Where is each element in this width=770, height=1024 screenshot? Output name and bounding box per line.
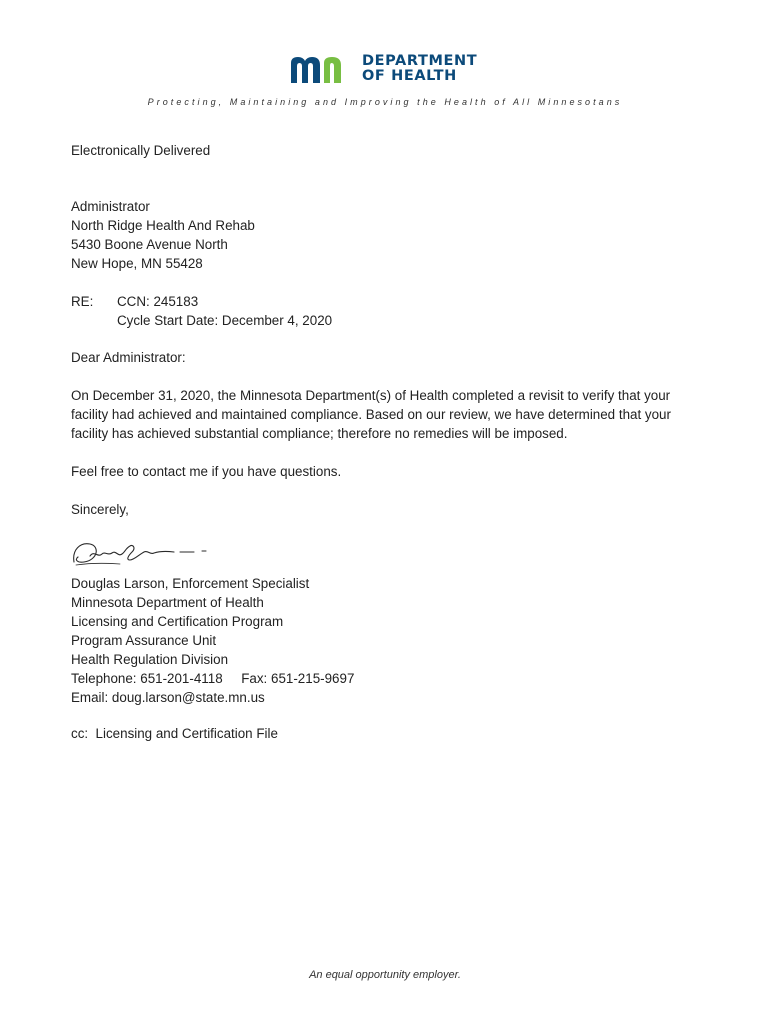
signer-phone-fax: Telephone: 651-201-4118 Fax: 651-215-9697 xyxy=(71,671,355,686)
recipient-line-2: North Ridge Health And Rehab xyxy=(71,218,255,233)
tagline: Protecting, Maintaining and Improving the Health of All Minnesotans xyxy=(147,97,623,107)
signer-unit: Program Assurance Unit xyxy=(71,633,217,648)
mdh-logo xyxy=(290,52,490,86)
handwritten-signature xyxy=(70,536,210,568)
delivery-note: Electronically Delivered xyxy=(71,143,211,158)
recipient-line-4: New Hope, MN 55428 xyxy=(71,256,203,271)
re-cycle-date: Cycle Start Date: December 4, 2020 xyxy=(117,313,333,328)
salutation: Dear Administrator: xyxy=(71,350,186,365)
recipient-line-3: 5430 Boone Avenue North xyxy=(71,237,228,252)
re-label: RE: xyxy=(71,294,94,309)
footer-statement: An equal opportunity employer. xyxy=(309,969,461,981)
logo-line-1: DEPARTMENT xyxy=(362,53,478,69)
body-line-1: On December 31, 2020, the Minnesota Department(s) of Health completed a revisit to verify that your xyxy=(71,388,671,403)
body-line-3: facility has achieved substantial compliance; therefore no remedies will be imposed. xyxy=(71,426,568,441)
signer-division: Health Regulation Division xyxy=(71,652,229,667)
body-line-2: facility had achieved and maintained compliance. Based on our review, we have determined that your xyxy=(71,407,671,422)
signer-department: Minnesota Department of Health xyxy=(71,595,264,610)
signer-program: Licensing and Certification Program xyxy=(71,614,284,629)
contact-line: Feel free to contact me if you have questions. xyxy=(71,464,342,479)
recipient-line-1: Administrator xyxy=(71,199,150,214)
logo-wordmark xyxy=(362,54,477,84)
closing: Sincerely, xyxy=(71,502,129,517)
signer-email: Email: doug.larson@state.mn.us xyxy=(71,690,265,705)
re-ccn: CCN: 245183 xyxy=(117,294,199,309)
signer-name-title: Douglas Larson, Enforcement Specialist xyxy=(71,576,310,591)
cc-line: cc: Licensing and Certification File xyxy=(71,726,278,741)
mn-logo-icon xyxy=(290,54,354,84)
logo-line-2: OF HEALTH xyxy=(362,68,457,84)
